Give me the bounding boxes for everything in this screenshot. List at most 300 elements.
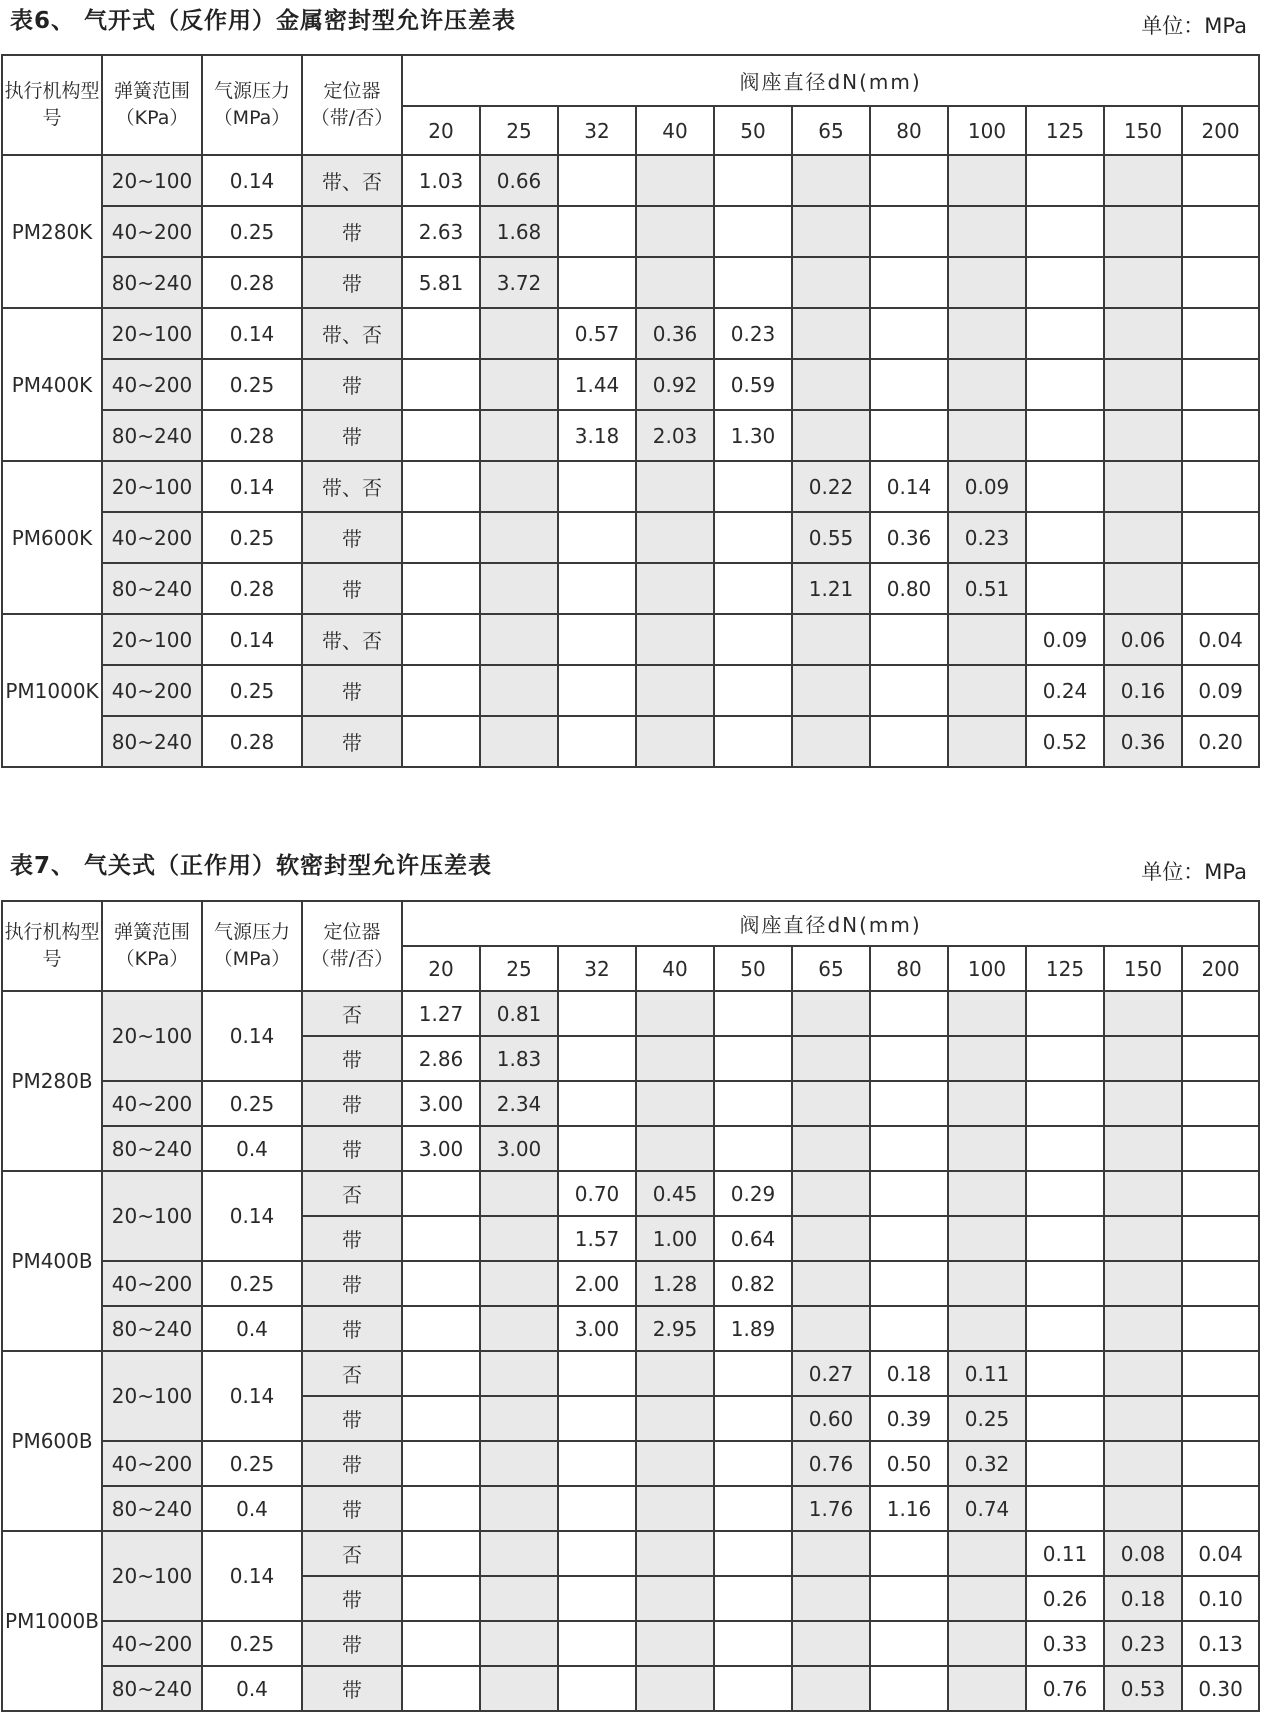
header-dn-size: 25 — [480, 106, 558, 155]
value-cell — [870, 257, 948, 308]
air-pressure-cell: 0.25 — [202, 665, 302, 716]
air-pressure-cell: 0.4 — [202, 1486, 302, 1531]
value-cell — [1182, 461, 1259, 512]
value-cell — [402, 1486, 480, 1531]
value-cell — [792, 991, 870, 1036]
value-cell — [870, 1621, 948, 1666]
value-cell: 0.50 — [870, 1441, 948, 1486]
air-pressure-cell: 0.28 — [202, 563, 302, 614]
value-cell — [1104, 1441, 1182, 1486]
value-cell — [792, 1621, 870, 1666]
value-cell — [792, 614, 870, 665]
value-cell: 1.89 — [714, 1306, 792, 1351]
value-cell — [558, 1621, 636, 1666]
value-cell: 1.00 — [636, 1216, 714, 1261]
value-cell — [870, 1306, 948, 1351]
value-cell — [480, 1306, 558, 1351]
value-cell — [1026, 410, 1104, 461]
table-row — [2, 308, 1259, 359]
value-cell — [714, 1351, 792, 1396]
value-cell — [480, 1351, 558, 1396]
value-cell — [402, 410, 480, 461]
value-cell — [1104, 1306, 1182, 1351]
spring-range-cell: 80~240 — [102, 563, 202, 614]
value-cell — [1104, 1126, 1182, 1171]
value-cell — [1026, 257, 1104, 308]
value-cell — [636, 991, 714, 1036]
header-air-pressure: 气源压力（MPa） — [202, 901, 302, 991]
value-cell — [714, 1531, 792, 1576]
value-cell: 0.64 — [714, 1216, 792, 1261]
value-cell — [1026, 359, 1104, 410]
value-cell — [948, 155, 1026, 206]
air-pressure-cell: 0.14 — [202, 1531, 302, 1621]
positioner-cell: 否 — [302, 991, 402, 1036]
value-cell: 0.09 — [948, 461, 1026, 512]
value-cell — [558, 257, 636, 308]
value-cell: 1.57 — [558, 1216, 636, 1261]
value-cell: 0.18 — [870, 1351, 948, 1396]
positioner-cell: 带 — [302, 665, 402, 716]
value-cell — [948, 1216, 1026, 1261]
value-cell — [792, 359, 870, 410]
value-cell — [1026, 1441, 1104, 1486]
table-row — [2, 1621, 1259, 1666]
air-pressure-cell: 0.28 — [202, 257, 302, 308]
positioner-cell: 带 — [302, 1126, 402, 1171]
value-cell — [870, 206, 948, 257]
value-cell: 0.20 — [1182, 716, 1259, 767]
value-cell — [1182, 155, 1259, 206]
header-model: 执行机构型 号 — [2, 901, 102, 991]
value-cell — [870, 1666, 948, 1711]
header-dn-size: 200 — [1182, 106, 1259, 155]
value-cell — [1026, 563, 1104, 614]
value-cell — [558, 1081, 636, 1126]
value-cell: 1.30 — [714, 410, 792, 461]
spring-range-cell: 80~240 — [102, 1126, 202, 1171]
value-cell — [948, 614, 1026, 665]
spring-range-cell: 80~240 — [102, 716, 202, 767]
value-cell — [558, 1441, 636, 1486]
table-row — [2, 1306, 1259, 1351]
value-cell — [1182, 1261, 1259, 1306]
air-pressure-cell: 0.25 — [202, 206, 302, 257]
value-cell — [558, 716, 636, 767]
value-cell — [558, 665, 636, 716]
value-cell: 0.33 — [1026, 1621, 1104, 1666]
positioner-cell: 否 — [302, 1171, 402, 1216]
value-cell — [948, 1126, 1026, 1171]
value-cell: 0.66 — [480, 155, 558, 206]
header-dn-size: 150 — [1104, 946, 1182, 991]
value-cell: 0.70 — [558, 1171, 636, 1216]
positioner-cell: 带 — [302, 1306, 402, 1351]
spring-range-cell: 80~240 — [102, 1666, 202, 1711]
value-cell — [948, 1036, 1026, 1081]
value-cell: 2.63 — [402, 206, 480, 257]
table-row — [2, 1081, 1259, 1126]
value-cell — [1026, 1351, 1104, 1396]
value-cell — [870, 1261, 948, 1306]
value-cell: 0.80 — [870, 563, 948, 614]
value-cell — [948, 991, 1026, 1036]
value-cell: 3.00 — [558, 1306, 636, 1351]
table-row — [2, 563, 1259, 614]
value-cell — [636, 665, 714, 716]
header-dn-caption: 阀座直径dN(mm) — [402, 901, 1259, 946]
value-cell: 0.18 — [1104, 1576, 1182, 1621]
value-cell — [714, 563, 792, 614]
model-cell: PM400K — [2, 308, 102, 461]
air-pressure-cell: 0.4 — [202, 1126, 302, 1171]
value-cell: 0.92 — [636, 359, 714, 410]
spring-range-cell: 20~100 — [102, 1531, 202, 1621]
value-cell — [948, 1261, 1026, 1306]
value-cell — [402, 1621, 480, 1666]
value-cell — [1104, 1036, 1182, 1081]
value-cell: 0.11 — [948, 1351, 1026, 1396]
value-cell: 1.03 — [402, 155, 480, 206]
table-row — [2, 1486, 1259, 1531]
value-cell — [714, 461, 792, 512]
positioner-cell: 带、否 — [302, 614, 402, 665]
model-cell: PM400B — [2, 1171, 102, 1351]
value-cell — [558, 155, 636, 206]
spring-range-cell: 40~200 — [102, 512, 202, 563]
value-cell — [1026, 1486, 1104, 1531]
table-row — [2, 1171, 1259, 1216]
table-row — [2, 1261, 1259, 1306]
value-cell: 0.57 — [558, 308, 636, 359]
value-cell: 3.72 — [480, 257, 558, 308]
value-cell — [636, 206, 714, 257]
table-row — [2, 155, 1259, 206]
value-cell — [870, 1216, 948, 1261]
value-cell — [948, 257, 1026, 308]
header-dn-size: 80 — [870, 106, 948, 155]
header-dn-size: 40 — [636, 946, 714, 991]
value-cell: 2.86 — [402, 1036, 480, 1081]
value-cell: 0.06 — [1104, 614, 1182, 665]
value-cell: 0.24 — [1026, 665, 1104, 716]
value-cell: 0.52 — [1026, 716, 1104, 767]
value-cell — [1182, 1396, 1259, 1441]
value-cell — [480, 1216, 558, 1261]
spring-range-cell: 40~200 — [102, 206, 202, 257]
value-cell — [1104, 461, 1182, 512]
value-cell — [948, 1666, 1026, 1711]
table7-title: 表7、 气关式（正作用）软密封型允许压差表 — [10, 853, 493, 879]
value-cell — [792, 1576, 870, 1621]
header-dn-size: 125 — [1026, 946, 1104, 991]
value-cell — [1182, 1081, 1259, 1126]
value-cell — [636, 257, 714, 308]
value-cell: 1.44 — [558, 359, 636, 410]
header-dn-size: 100 — [948, 106, 1026, 155]
model-cell: PM1000B — [2, 1531, 102, 1711]
value-cell — [1104, 410, 1182, 461]
value-cell — [714, 257, 792, 308]
value-cell — [402, 665, 480, 716]
value-cell — [558, 1531, 636, 1576]
value-cell — [1026, 512, 1104, 563]
value-cell — [1104, 1486, 1182, 1531]
header-row — [2, 55, 1259, 106]
value-cell — [480, 1576, 558, 1621]
value-cell — [792, 1531, 870, 1576]
value-cell — [792, 308, 870, 359]
header-spring-range: 弹簧范围（KPa） — [102, 55, 202, 155]
header-dn-size: 50 — [714, 106, 792, 155]
value-cell — [1104, 1261, 1182, 1306]
value-cell — [636, 1576, 714, 1621]
value-cell: 0.59 — [714, 359, 792, 410]
value-cell — [948, 206, 1026, 257]
spring-range-cell: 20~100 — [102, 308, 202, 359]
value-cell: 1.21 — [792, 563, 870, 614]
value-cell — [1026, 1396, 1104, 1441]
value-cell — [636, 1036, 714, 1081]
header-dn-caption: 阀座直径dN(mm) — [402, 55, 1259, 106]
value-cell — [948, 410, 1026, 461]
value-cell — [948, 1531, 1026, 1576]
value-cell: 1.76 — [792, 1486, 870, 1531]
value-cell — [870, 155, 948, 206]
value-cell — [402, 1306, 480, 1351]
value-cell — [792, 257, 870, 308]
air-pressure-cell: 0.14 — [202, 308, 302, 359]
value-cell — [870, 1531, 948, 1576]
spring-range-cell: 20~100 — [102, 461, 202, 512]
value-cell — [480, 461, 558, 512]
value-cell: 1.27 — [402, 991, 480, 1036]
value-cell: 0.36 — [636, 308, 714, 359]
value-cell: 0.82 — [714, 1261, 792, 1306]
value-cell — [636, 614, 714, 665]
spring-range-cell: 40~200 — [102, 1261, 202, 1306]
value-cell — [636, 512, 714, 563]
air-pressure-cell: 0.25 — [202, 1621, 302, 1666]
header-dn-size: 80 — [870, 946, 948, 991]
value-cell — [480, 308, 558, 359]
value-cell: 3.00 — [402, 1126, 480, 1171]
value-cell — [480, 1621, 558, 1666]
value-cell — [948, 308, 1026, 359]
value-cell: 5.81 — [402, 257, 480, 308]
value-cell: 0.36 — [1104, 716, 1182, 767]
value-cell — [402, 1531, 480, 1576]
value-cell — [870, 1576, 948, 1621]
positioner-cell: 否 — [302, 1531, 402, 1576]
air-pressure-cell: 0.25 — [202, 512, 302, 563]
value-cell — [558, 1396, 636, 1441]
value-cell — [792, 1171, 870, 1216]
value-cell — [1026, 1261, 1104, 1306]
value-cell — [948, 665, 1026, 716]
header-dn-size: 200 — [1182, 946, 1259, 991]
value-cell — [558, 512, 636, 563]
value-cell — [402, 716, 480, 767]
value-cell — [480, 614, 558, 665]
table-row — [2, 1351, 1259, 1396]
value-cell — [948, 716, 1026, 767]
value-cell — [870, 1036, 948, 1081]
value-cell — [714, 665, 792, 716]
air-pressure-cell: 0.4 — [202, 1306, 302, 1351]
air-pressure-cell: 0.28 — [202, 410, 302, 461]
spring-range-cell: 20~100 — [102, 1171, 202, 1261]
value-cell — [558, 563, 636, 614]
value-cell: 3.18 — [558, 410, 636, 461]
value-cell — [1026, 1036, 1104, 1081]
value-cell: 0.10 — [1182, 1576, 1259, 1621]
value-cell — [402, 512, 480, 563]
value-cell — [792, 665, 870, 716]
value-cell — [1104, 1396, 1182, 1441]
value-cell — [1182, 359, 1259, 410]
value-cell: 1.68 — [480, 206, 558, 257]
value-cell: 0.16 — [1104, 665, 1182, 716]
value-cell: 0.29 — [714, 1171, 792, 1216]
value-cell — [402, 1396, 480, 1441]
air-pressure-cell: 0.25 — [202, 359, 302, 410]
positioner-cell: 带 — [302, 1486, 402, 1531]
header-dn-size: 100 — [948, 946, 1026, 991]
value-cell — [1026, 1126, 1104, 1171]
header-positioner: 定位器（带/否） — [302, 901, 402, 991]
value-cell — [636, 1351, 714, 1396]
spring-range-cell: 40~200 — [102, 359, 202, 410]
value-cell — [1104, 563, 1182, 614]
value-cell — [870, 308, 948, 359]
value-cell: 0.51 — [948, 563, 1026, 614]
value-cell — [636, 1621, 714, 1666]
value-cell — [480, 1666, 558, 1711]
value-cell — [636, 1441, 714, 1486]
value-cell — [558, 1576, 636, 1621]
value-cell — [1026, 1216, 1104, 1261]
header-model: 执行机构型 号 — [2, 55, 102, 155]
value-cell — [1182, 1036, 1259, 1081]
value-cell: 0.22 — [792, 461, 870, 512]
value-cell: 0.60 — [792, 1396, 870, 1441]
value-cell — [870, 614, 948, 665]
value-cell — [636, 1531, 714, 1576]
value-cell — [714, 1126, 792, 1171]
value-cell — [558, 1126, 636, 1171]
value-cell: 0.13 — [1182, 1621, 1259, 1666]
positioner-cell: 带 — [302, 1261, 402, 1306]
spring-range-cell: 20~100 — [102, 1351, 202, 1441]
positioner-cell: 带 — [302, 359, 402, 410]
value-cell — [714, 155, 792, 206]
positioner-cell: 带、否 — [302, 155, 402, 206]
value-cell — [1026, 1081, 1104, 1126]
value-cell — [1104, 512, 1182, 563]
table-row — [2, 512, 1259, 563]
value-cell — [1104, 308, 1182, 359]
positioner-cell: 带 — [302, 1666, 402, 1711]
value-cell — [714, 991, 792, 1036]
spring-range-cell: 80~240 — [102, 1486, 202, 1531]
value-cell — [1182, 1171, 1259, 1216]
value-cell: 0.23 — [714, 308, 792, 359]
air-pressure-cell: 0.28 — [202, 716, 302, 767]
value-cell: 0.76 — [1026, 1666, 1104, 1711]
value-cell — [714, 1396, 792, 1441]
value-cell — [792, 1036, 870, 1081]
positioner-cell: 带 — [302, 1621, 402, 1666]
value-cell — [1026, 1306, 1104, 1351]
value-cell — [870, 991, 948, 1036]
header-positioner: 定位器（带/否） — [302, 55, 402, 155]
table-row — [2, 1126, 1259, 1171]
value-cell — [948, 1081, 1026, 1126]
positioner-cell: 带 — [302, 410, 402, 461]
value-cell — [1182, 1351, 1259, 1396]
value-cell: 0.25 — [948, 1396, 1026, 1441]
air-pressure-cell: 0.14 — [202, 461, 302, 512]
value-cell — [402, 1216, 480, 1261]
value-cell: 0.27 — [792, 1351, 870, 1396]
spring-range-cell: 80~240 — [102, 410, 202, 461]
value-cell — [948, 1576, 1026, 1621]
value-cell — [636, 1081, 714, 1126]
value-cell — [402, 308, 480, 359]
value-cell — [948, 1621, 1026, 1666]
value-cell: 1.16 — [870, 1486, 948, 1531]
value-cell — [480, 359, 558, 410]
value-cell: 3.00 — [402, 1081, 480, 1126]
header-dn-size: 150 — [1104, 106, 1182, 155]
value-cell — [636, 1126, 714, 1171]
value-cell: 2.03 — [636, 410, 714, 461]
value-cell — [636, 155, 714, 206]
value-cell: 0.76 — [792, 1441, 870, 1486]
value-cell: 0.53 — [1104, 1666, 1182, 1711]
value-cell — [480, 563, 558, 614]
model-cell: PM280B — [2, 991, 102, 1171]
air-pressure-cell: 0.25 — [202, 1081, 302, 1126]
air-pressure-cell: 0.14 — [202, 614, 302, 665]
value-cell — [480, 1396, 558, 1441]
header-dn-size: 32 — [558, 106, 636, 155]
spring-range-cell: 40~200 — [102, 1621, 202, 1666]
value-cell — [714, 206, 792, 257]
positioner-cell: 带 — [302, 1396, 402, 1441]
spring-range-cell: 20~100 — [102, 155, 202, 206]
value-cell — [558, 1666, 636, 1711]
positioner-cell: 带、否 — [302, 308, 402, 359]
value-cell — [714, 1081, 792, 1126]
value-cell — [1104, 257, 1182, 308]
spring-range-cell: 20~100 — [102, 614, 202, 665]
value-cell: 0.23 — [948, 512, 1026, 563]
value-cell — [1104, 155, 1182, 206]
value-cell — [1026, 461, 1104, 512]
value-cell — [792, 1306, 870, 1351]
value-cell — [1182, 1126, 1259, 1171]
value-cell — [402, 1261, 480, 1306]
value-cell — [870, 410, 948, 461]
table-row — [2, 614, 1259, 665]
header-dn-size: 50 — [714, 946, 792, 991]
value-cell: 0.45 — [636, 1171, 714, 1216]
table-row — [2, 410, 1259, 461]
value-cell — [636, 1396, 714, 1441]
value-cell — [792, 1126, 870, 1171]
